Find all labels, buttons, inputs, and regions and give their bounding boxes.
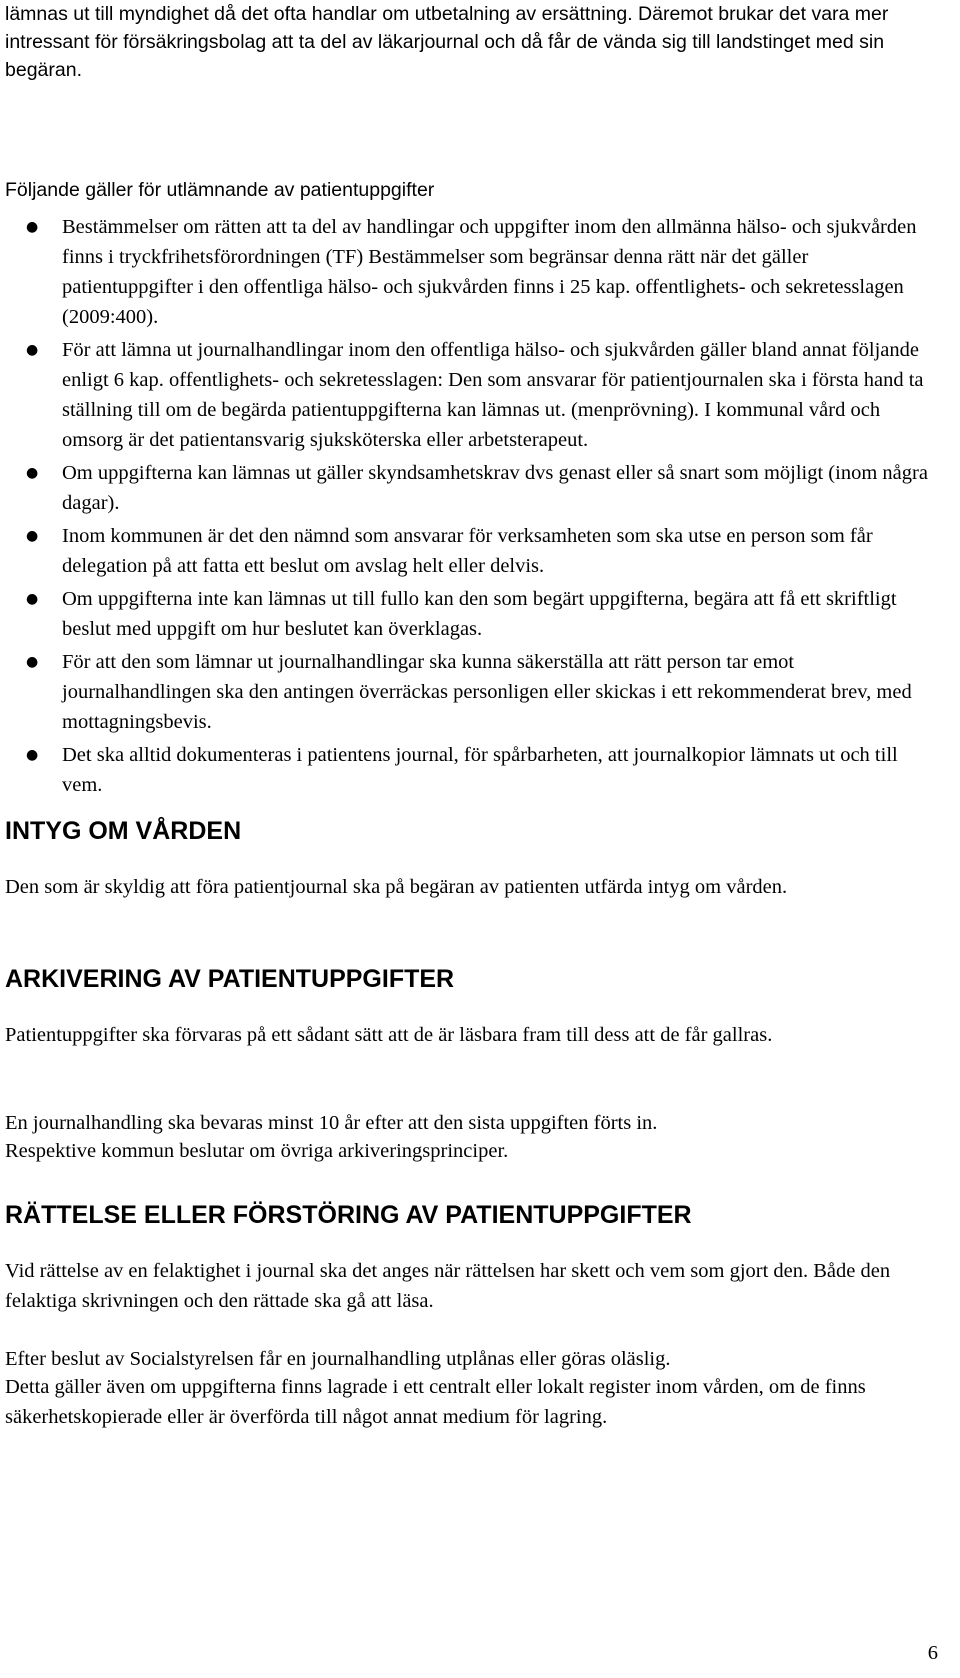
list-item — [5, 521, 935, 581]
list-item — [5, 647, 935, 737]
arkivering-paragraph-2-line-2: Respektive kommun beslutar om övriga arkiveringsprinciper. — [5, 1140, 509, 1162]
section-heading-intyg: INTYG OM VÅRDEN — [5, 817, 242, 845]
bullet-icon: ● — [26, 528, 39, 544]
page-number: 6 — [927, 1642, 938, 1664]
arkivering-paragraph-1: Patientuppgifter ska förvaras på ett sådant sätt att de är läsbara fram till dess att de får gallras. — [5, 1024, 773, 1046]
list-item — [5, 740, 935, 800]
list-item-text: För att lämna ut journalhandlingar inom den offentliga hälso- och sjukvården gäller bland annat följande enligt 6 kap. offentlighets- och sekretesslagen: Den som ansvarar för patientjournalen ska i första hand ta ställning till om de begärda patientuppgifterna kan lämnas ut. (menprövning). I kommunal vård och omsorg är det patientansvarig sjuksköterska eller arbetsterapeut. — [62, 339, 924, 451]
list-intro: Följande gäller för utlämnande av patientuppgifter — [5, 179, 435, 201]
rattelse-paragraph-2-line-2: Detta gäller även om uppgifterna finns lagrade i ett centralt eller lokalt register inom vården, om de finns säkerhetskopierade eller är överförda till något annat medium för lagring. — [5, 1376, 866, 1428]
rattelse-paragraph-2-line-1: Efter beslut av Socialstyrelsen får en journalhandling utplånas eller göras oläslig. — [5, 1348, 671, 1370]
intyg-paragraph: Den som är skyldig att föra patientjournal ska på begäran av patienten utfärda intyg om vården. — [5, 876, 788, 898]
list-item — [5, 458, 935, 518]
section-heading-arkivering: ARKIVERING AV PATIENTUPPGIFTER — [5, 965, 455, 993]
bullet-icon: ● — [26, 654, 39, 670]
bullet-icon: ● — [26, 219, 39, 235]
list-item-text: För att den som lämnar ut journalhandlingar ska kunna säkerställa att rätt person tar emot journalhandlingen ska den antingen överräckas personligen eller skickas i ett rekommenderat brev, med mottagningsbevis. — [62, 651, 912, 733]
bullet-icon: ● — [26, 591, 39, 607]
list-item-text: Om uppgifterna kan lämnas ut gäller skyndsamhetskrav dvs genast eller så snart som möjligt (inom några dagar). — [62, 462, 928, 514]
list-item-text: Bestämmelser om rätten att ta del av handlingar och uppgifter inom den allmänna hälso- och sjukvården finns i tryckfrihetsförordningen (TF) Bestämmelser som begränsar denna rätt när det gäller patientuppgifter i den offentliga hälso- och sjukvården finns i 25 kap. offentlighets- och sekretesslagen (2009:400). — [62, 216, 917, 328]
list-item — [5, 584, 935, 644]
list-item-text: Det ska alltid dokumenteras i patientens journal, för spårbarheten, att journalkopior lämnats ut och till vem. — [62, 744, 898, 796]
bullet-icon: ● — [26, 342, 39, 358]
list-item-text: Om uppgifterna inte kan lämnas ut till fullo kan den som begärt uppgifterna, begära att få ett skriftligt beslut med uppgift om hur beslutet kan överklagas. — [62, 588, 897, 640]
rattelse-paragraph-1: Vid rättelse av en felaktighet i journal ska det anges när rättelsen har skett och vem som gjort den. Både den felaktiga skrivningen och den rättade ska gå att läsa. — [5, 1260, 891, 1312]
arkivering-paragraph-2-line-1: En journalhandling ska bevaras minst 10 år efter att den sista uppgiften förts in. — [5, 1112, 658, 1134]
intro-paragraph: lämnas ut till myndighet då det ofta handlar om utbetalning av ersättning. Däremot brukar det vara mer intressant för försäkringsbolag att ta del av läkarjournal och då får de vända sig till landstinget med sin begäran. — [5, 3, 889, 81]
section-heading-rattelse: RÄTTELSE ELLER FÖRSTÖRING AV PATIENTUPPGIFTER — [5, 1201, 692, 1229]
patient-data-rules-list — [5, 212, 935, 803]
list-item-text: Inom kommunen är det den nämnd som ansvarar för verksamheten som ska utse en person som får delegation på att fatta ett beslut om avslag helt eller delvis. — [62, 525, 873, 577]
list-item — [5, 212, 935, 332]
bullet-icon: ● — [26, 747, 39, 763]
bullet-icon: ● — [26, 465, 39, 481]
list-item — [5, 335, 935, 455]
